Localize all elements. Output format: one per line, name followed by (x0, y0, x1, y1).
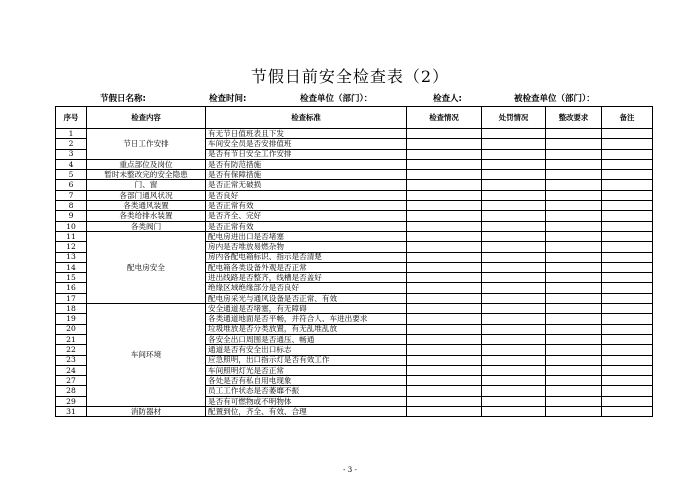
row-number: 22 (56, 345, 87, 355)
table-row (56, 159, 653, 169)
header-status: 检查情况 (407, 107, 482, 129)
status-cell (407, 211, 482, 221)
remark-cell (602, 242, 653, 252)
penalty-cell (482, 170, 546, 180)
rectify-cell (546, 262, 602, 272)
rectify-cell (546, 407, 602, 417)
check-standard: 绝缘区域绝缘部分是否良好 (206, 283, 407, 293)
remark-cell (602, 324, 653, 334)
rectify-cell (546, 334, 602, 344)
remark-cell (602, 407, 653, 417)
row-number: 29 (56, 396, 87, 406)
rectify-cell (546, 345, 602, 355)
penalty-cell (482, 159, 546, 169)
rectify-cell (546, 355, 602, 365)
row-number: 9 (56, 211, 87, 221)
row-number: 8 (56, 201, 87, 211)
status-cell (407, 386, 482, 396)
page-title: 节假日前安全检查表（2） (250, 67, 450, 86)
check-standard: 房内是否堆放易燃杂物 (206, 242, 407, 252)
row-number: 12 (56, 242, 87, 252)
row-number: 21 (56, 334, 87, 344)
remark-cell (602, 262, 653, 272)
status-cell (407, 334, 482, 344)
row-number: 13 (56, 252, 87, 262)
check-standard: 是否正常有效 (206, 221, 407, 231)
remark-cell (602, 139, 653, 149)
penalty-cell (482, 314, 546, 324)
remark-cell (602, 314, 653, 324)
table-row (56, 201, 653, 211)
row-number: 10 (56, 221, 87, 231)
penalty-cell (482, 201, 546, 211)
rectify-cell (546, 396, 602, 406)
rectify-cell (546, 252, 602, 262)
check-standard: 各安全出口周围是否通压、畅通 (206, 334, 407, 344)
status-cell (407, 139, 482, 149)
table-row (56, 129, 653, 139)
status-cell (407, 221, 482, 231)
remark-cell (602, 396, 653, 406)
status-cell (407, 159, 482, 169)
penalty-cell (482, 365, 546, 375)
row-number: 20 (56, 324, 87, 334)
remark-cell (602, 180, 653, 190)
header-remark: 备注 (602, 107, 653, 129)
info-row (50, 92, 650, 106)
header-content: 检查内容 (87, 107, 206, 129)
status-cell (407, 304, 482, 314)
penalty-cell (482, 190, 546, 200)
remark-cell (602, 304, 653, 314)
penalty-cell (482, 149, 546, 159)
status-cell (407, 252, 482, 262)
remark-cell (602, 201, 653, 211)
penalty-cell (482, 273, 546, 283)
status-cell (407, 170, 482, 180)
remark-cell (602, 252, 653, 262)
remark-cell (602, 334, 653, 344)
rectify-cell (546, 293, 602, 303)
status-cell (407, 149, 482, 159)
remark-cell (602, 283, 653, 293)
rectify-cell (546, 231, 602, 241)
remark-cell (602, 170, 653, 180)
check-content: 暂时未整改完的安全隐患 (87, 170, 206, 180)
rectify-cell (546, 129, 602, 139)
check-standard: 房内各配电箱标识、指示是否清楚 (206, 252, 407, 262)
status-cell (407, 201, 482, 211)
status-cell (407, 314, 482, 324)
rectify-cell (546, 324, 602, 334)
check-standard: 车间安全员是否安排值班 (206, 139, 407, 149)
status-cell (407, 273, 482, 283)
remark-cell (602, 221, 653, 231)
check-standard: 应急照明，出口指示灯是否有效工作 (206, 355, 407, 365)
check-standard: 配电房进出口是否堵塞 (206, 231, 407, 241)
inspection-table (55, 106, 653, 417)
check-content: 各类阀门 (87, 221, 206, 231)
status-cell (407, 355, 482, 365)
remark-cell (602, 231, 653, 241)
penalty-cell (482, 407, 546, 417)
rectify-cell (546, 242, 602, 252)
check-content: 门、窗 (87, 180, 206, 190)
table-row (56, 190, 653, 200)
penalty-cell (482, 180, 546, 190)
checked-unit-label: 被检查单位（部门）： (514, 94, 595, 104)
table-row (56, 407, 653, 417)
check-unit-label: 检查单位（部门）： (300, 94, 373, 104)
status-cell (407, 345, 482, 355)
row-number: 7 (56, 190, 87, 200)
rectify-cell (546, 376, 602, 386)
rectify-cell (546, 273, 602, 283)
table-row (56, 170, 653, 180)
remark-cell (602, 293, 653, 303)
check-standard: 员工工作状态是否萎靡不振 (206, 386, 407, 396)
check-standard: 是否有防范措施 (206, 159, 407, 169)
row-number: 28 (56, 386, 87, 396)
penalty-cell (482, 376, 546, 386)
remark-cell (602, 211, 653, 221)
check-standard: 是否良好 (206, 190, 407, 200)
check-standard: 各类通道地面是否平畅，并符合人、车进出要求 (206, 314, 407, 324)
page-number: - 3 - (343, 466, 357, 474)
penalty-cell (482, 139, 546, 149)
row-number: 1 (56, 129, 87, 139)
rectify-cell (546, 211, 602, 221)
penalty-cell (482, 221, 546, 231)
status-cell (407, 180, 482, 190)
remark-cell (602, 376, 653, 386)
table-body (56, 129, 653, 417)
penalty-cell (482, 396, 546, 406)
check-standard: 是否有可燃物或不明物体 (206, 396, 407, 406)
penalty-cell (482, 355, 546, 365)
row-number: 15 (56, 273, 87, 283)
check-standard: 配电箱各类设备外观是否正常 (206, 262, 407, 272)
penalty-cell (482, 211, 546, 221)
remark-cell (602, 355, 653, 365)
penalty-cell (482, 262, 546, 272)
check-standard: 配置到位，齐全、有效、合理 (206, 407, 407, 417)
header-penalty: 处罚情况 (482, 107, 546, 129)
table-row (56, 231, 653, 241)
check-standard: 各处是否有私自用电现象 (206, 376, 407, 386)
check-content: 节日工作安排 (87, 129, 206, 160)
check-standard: 通道是否有安全出口标志 (206, 345, 407, 355)
header-no: 序号 (56, 107, 87, 129)
remark-cell (602, 273, 653, 283)
penalty-cell (482, 129, 546, 139)
status-cell (407, 283, 482, 293)
remark-cell (602, 386, 653, 396)
status-cell (407, 407, 482, 417)
penalty-cell (482, 386, 546, 396)
row-number: 2 (56, 139, 87, 149)
table-row (56, 211, 653, 221)
check-standard: 安全通道是否堵塞，有无障碍 (206, 304, 407, 314)
check-standard: 配电房采光与通风设备是否正常、有效 (206, 293, 407, 303)
check-content: 各部门通风状况 (87, 190, 206, 200)
check-content: 消防器材 (87, 407, 206, 417)
row-number: 17 (56, 293, 87, 303)
row-number: 23 (56, 355, 87, 365)
penalty-cell (482, 242, 546, 252)
rectify-cell (546, 170, 602, 180)
check-standard: 进出线路是否整齐，线槽是否盖好 (206, 273, 407, 283)
rectify-cell (546, 201, 602, 211)
remark-cell (602, 190, 653, 200)
row-number: 6 (56, 180, 87, 190)
check-standard: 有无节日值班表且下发 (206, 129, 407, 139)
check-content: 车间环境 (87, 304, 206, 407)
rectify-cell (546, 283, 602, 293)
penalty-cell (482, 334, 546, 344)
penalty-cell (482, 345, 546, 355)
status-cell (407, 129, 482, 139)
check-standard: 是否正常有效 (206, 201, 407, 211)
rectify-cell (546, 149, 602, 159)
row-number: 27 (56, 376, 87, 386)
table-row (56, 304, 653, 314)
header-rectify: 整改要求 (546, 107, 602, 129)
check-time-label: 检查时间: (209, 94, 247, 104)
rectify-cell (546, 314, 602, 324)
check-content: 各类给排水装置 (87, 211, 206, 221)
check-standard: 是否正常无破损 (206, 180, 407, 190)
penalty-cell (482, 252, 546, 262)
status-cell (407, 242, 482, 252)
table-row (56, 221, 653, 231)
inspector-label: 检查人: (433, 94, 462, 104)
status-cell (407, 376, 482, 386)
status-cell (407, 262, 482, 272)
penalty-cell (482, 293, 546, 303)
row-number: 4 (56, 159, 87, 169)
table-row (56, 180, 653, 190)
status-cell (407, 365, 482, 375)
check-content: 重点部位及岗位 (87, 159, 206, 169)
check-standard: 是否有保障措施 (206, 170, 407, 180)
status-cell (407, 324, 482, 334)
check-standard: 是否齐全、完好 (206, 211, 407, 221)
rectify-cell (546, 386, 602, 396)
check-standard: 垃圾堆放是否分类放置，有无乱堆乱放 (206, 324, 407, 334)
status-cell (407, 396, 482, 406)
rectify-cell (546, 159, 602, 169)
rectify-cell (546, 139, 602, 149)
header-row (56, 107, 653, 129)
check-standard: 车间照明灯光是否正常 (206, 365, 407, 375)
remark-cell (602, 345, 653, 355)
holiday-name-label: 节假日名称: (100, 94, 146, 104)
penalty-cell (482, 283, 546, 293)
row-number: 16 (56, 283, 87, 293)
rectify-cell (546, 180, 602, 190)
header-standard: 检查标准 (206, 107, 407, 129)
status-cell (407, 190, 482, 200)
row-number: 31 (56, 407, 87, 417)
rectify-cell (546, 304, 602, 314)
penalty-cell (482, 231, 546, 241)
rectify-cell (546, 221, 602, 231)
row-number: 18 (56, 304, 87, 314)
check-content: 各类通风装置 (87, 201, 206, 211)
status-cell (407, 293, 482, 303)
row-number: 24 (56, 365, 87, 375)
check-standard: 是否有节日安全工作安排 (206, 149, 407, 159)
row-number: 5 (56, 170, 87, 180)
remark-cell (602, 129, 653, 139)
row-number: 19 (56, 314, 87, 324)
penalty-cell (482, 304, 546, 314)
check-content: 配电房安全 (87, 231, 206, 303)
row-number: 11 (56, 231, 87, 241)
status-cell (407, 231, 482, 241)
remark-cell (602, 365, 653, 375)
rectify-cell (546, 365, 602, 375)
row-number: 3 (56, 149, 87, 159)
rectify-cell (546, 190, 602, 200)
remark-cell (602, 159, 653, 169)
row-number: 14 (56, 262, 87, 272)
remark-cell (602, 149, 653, 159)
penalty-cell (482, 324, 546, 334)
